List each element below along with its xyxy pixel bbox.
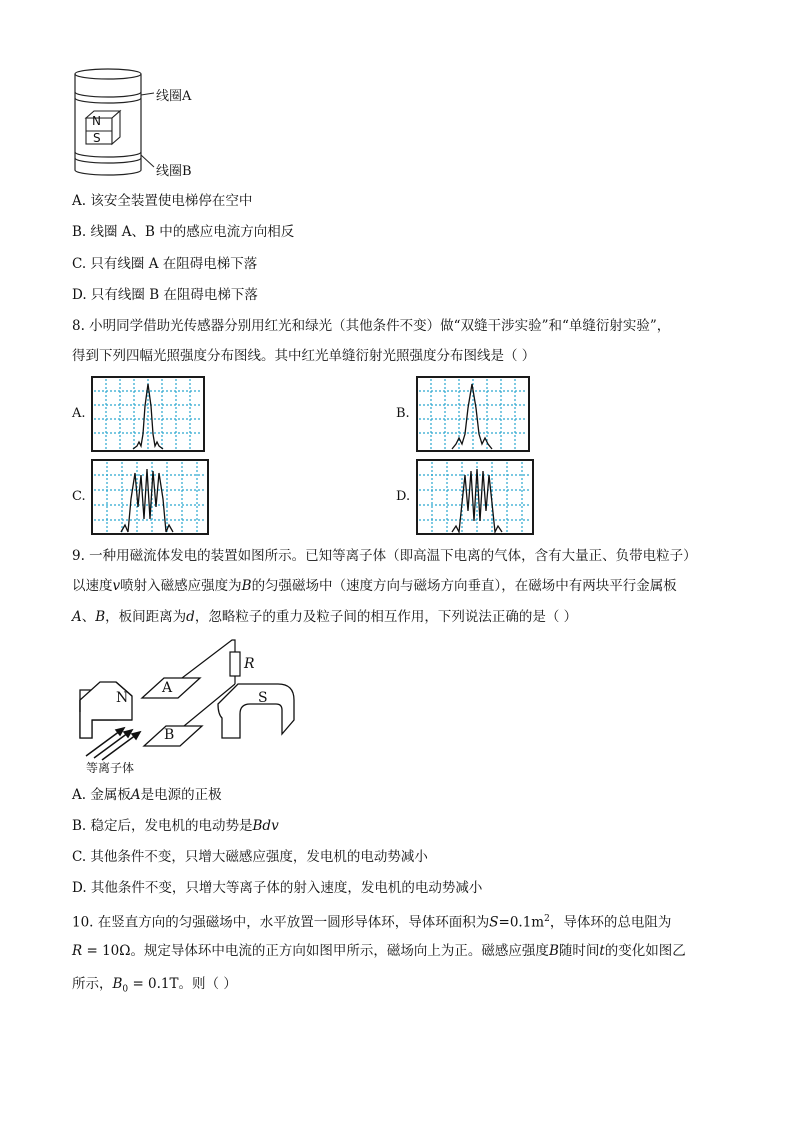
q9-option-d: D. 其他条件不变，只增大等离子体的射入速度，发电机的电动势减小: [72, 880, 483, 896]
var-v: v: [112, 578, 121, 594]
q10-text: =0.1m: [498, 914, 545, 931]
plasma-label: 等离子体: [86, 761, 135, 775]
q9-option-b: [72, 816, 279, 836]
plate-b-label: B: [164, 727, 175, 743]
q9-stem-line3: [72, 607, 577, 627]
coil-b-label: 线圈B: [156, 164, 192, 179]
q10-text: 。则（ ）: [178, 976, 237, 992]
var-r: R: [72, 943, 83, 959]
q10-stem-line1: [72, 909, 671, 933]
pole-n-label: N: [116, 690, 129, 706]
q10-text: = 10Ω: [82, 943, 131, 959]
q9-text: 以速度: [72, 578, 113, 594]
var-t: t: [599, 943, 605, 959]
var-b: B: [95, 609, 106, 625]
resistor-r-label: R: [244, 656, 255, 672]
mhd-generator-diagram: [72, 634, 312, 774]
q10-text: = 0.1T: [128, 976, 179, 992]
var-b0: B: [112, 976, 123, 992]
magnet-s-label: S: [93, 131, 101, 145]
q10-stem-line3: [72, 974, 237, 1000]
q10-stem-line2: [72, 941, 686, 961]
q9-text: 的匀强磁场中（速度方向与磁场方向垂直），在磁场中有两块平行金属板: [251, 578, 677, 594]
q10-text: 随时间: [558, 943, 600, 959]
coil-diagram: [68, 66, 218, 186]
var-b: B: [548, 943, 559, 959]
q7-option-b: B. 线圈 A、B 中的感应电流方向相反: [72, 224, 295, 240]
intensity-graph-b: [416, 376, 530, 452]
var-bdv: Bdv: [252, 818, 279, 834]
q9-opt-text: B. 稳定后，发电机的电动势是: [72, 818, 253, 834]
q9-text: ，忽略粒子的重力及粒子间的相互作用，下列说法正确的是（ ）: [194, 609, 578, 625]
q7-option-c: C. 只有线圈 A 在阻碍电梯下落: [72, 256, 258, 272]
intensity-graph-c: [91, 459, 209, 535]
q9-text: 、: [81, 609, 96, 625]
q8-label-a: A.: [72, 406, 86, 421]
superscript: 2: [544, 914, 550, 924]
q8-stem-line2: 得到下列四幅光照强度分布图线。其中红光单缝衍射光照强度分布图线是（ ）: [72, 348, 536, 364]
q8-stem-line1: 8. 小明同学借助光传感器分别用红光和绿光（其他条件不变）做“双缝干涉实验”和“单缝衍射实验”，: [72, 318, 671, 334]
var-s: S: [489, 914, 499, 931]
q10-text: 所示，: [72, 976, 113, 992]
var-a: A: [130, 787, 141, 803]
intensity-graph-d: [416, 459, 534, 535]
q10-text: 10. 在竖直方向的匀强磁场中，水平放置一圆形导体环，导体环面积为: [72, 914, 490, 931]
plate-a-label: A: [162, 680, 173, 696]
q8-label-b: B.: [396, 406, 410, 421]
q9-option-a: [72, 785, 222, 805]
q9-stem-line1: 9. 一种用磁流体发电的装置如图所示。已知等离子体（即高温下电离的气体，含有大量正、负带电粒子）: [72, 548, 697, 564]
q9-opt-text: 是电源的正极: [140, 787, 222, 803]
subscript: 0: [122, 984, 129, 995]
q10-text: 的变化如图乙: [604, 943, 686, 959]
pole-s-label: S: [258, 690, 268, 706]
magnet-n-label: N: [92, 114, 101, 128]
q9-text: 喷射入磁感应强度为: [120, 578, 242, 594]
q9-option-c: C. 其他条件不变，只增大磁感应强度，发电机的电动势减小: [72, 849, 428, 865]
var-b: B: [241, 578, 252, 594]
intensity-graph-a: [91, 376, 205, 452]
coil-a-label: 线圈A: [156, 89, 192, 104]
q7-option-a: A. 该安全装置使电梯停在空中: [72, 193, 253, 209]
q10-text: ，导体环的总电阻为: [549, 914, 672, 931]
var-a: A: [72, 609, 82, 625]
q7-option-d: D. 只有线圈 B 在阻碍电梯下落: [72, 287, 258, 303]
q9-opt-text: A. 金属板: [72, 787, 131, 803]
q8-label-c: C.: [72, 489, 86, 504]
q9-stem-line2: [72, 576, 677, 596]
q10-text: 。规定导体环中电流的正方向如图甲所示，磁场向上为正。磁感应强度: [130, 943, 549, 959]
var-d: d: [186, 609, 195, 625]
q9-text: ，板间距离为: [105, 609, 187, 625]
q8-label-d: D.: [396, 489, 411, 504]
